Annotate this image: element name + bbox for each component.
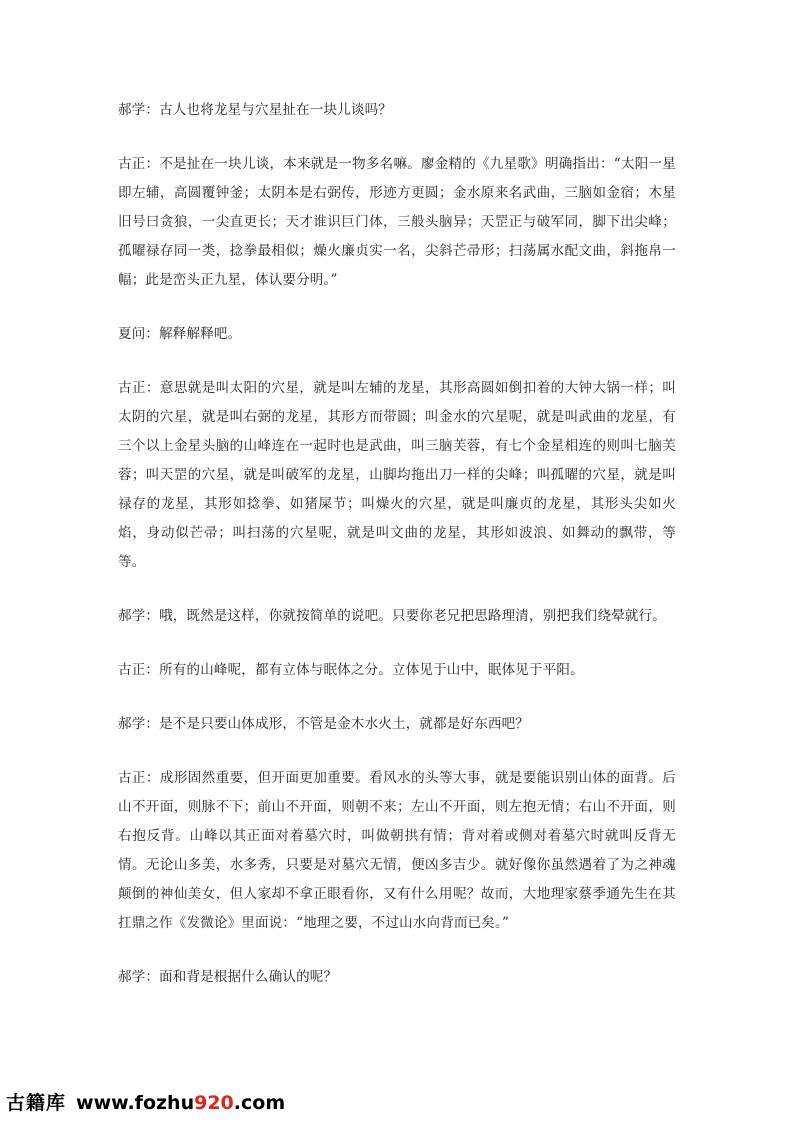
site-url-highlight: 920 — [194, 1092, 234, 1114]
paragraph-7: 郝学：是不是只要山体成形，不管是金木水火土，就都是好东西吧？ — [118, 716, 529, 732]
site-watermark — [6, 1088, 285, 1116]
paragraph-8: 古正：成形固然重要，但开面更加重要。看风水的头等大事，就是要能识别山体的面背。后山不开面，则脉不下；前山不开面，则朝不来；左山不开面，则左抱无情；右山不开面，则右抱反背。山峰以其正面对着墓穴时，叫做朝拱有情；背对着或侧对着墓穴时就叫反背无情。无论山多美，水多秀，只要是对墓穴无情，便凶多吉少。就好像你虽然遇着了为之神魂颠倒的神仙美女，但人家却不拿正眼看你，又有什么用呢？故而，大地理家蔡季通先生在其扛鼎之作《发微论》里面说：“地理之要，不过山水向背而已矣。” — [118, 770, 676, 931]
site-url[interactable] — [76, 1092, 285, 1114]
paragraph-2: 古正：不是扯在一块儿谈，本来就是一物多名嘛。廖金精的《九星歌》明确指出：“太阳一星即左辅，高圆覆钟釜；太阴本是右弼传，形迹方更圆；金水原来名武曲，三脑如金宿；木星旧号曰贪狼，一尖直更长；天才谁识巨门体，三般头脑异；天罡正与破军同，脚下出尖峰；孤曜禄存同一类，捻拳最相似；燥火廉贞实一名，尖斜芒帚形；扫荡属水配文曲，斜拖帛一幅；此是峦头正九星，体认要分明。” — [118, 156, 676, 288]
site-url-prefix: www.fozhu — [76, 1092, 195, 1114]
paragraph-6: 古正：所有的山峰呢，都有立体与眠体之分。立体见于山中，眠体见于平阳。 — [118, 662, 584, 678]
paragraph-5: 郝学：哦，既然是这样，你就按简单的说吧。只要你老兄把思路理清，别把我们绕晕就行。 — [118, 608, 666, 624]
paragraph-3: 夏问：解释解释吧。 — [118, 326, 242, 342]
document-body — [118, 96, 676, 1017]
site-url-suffix: .com — [233, 1092, 286, 1114]
paragraph-4: 古正：意思就是叫太阳的穴星，就是叫左辅的龙星，其形高圆如倒扣着的大钟大锅一样；叫太阴的穴星，就是叫右弼的龙星，其形方而带圆；叫金水的穴星呢，就是叫武曲的龙星，有三个以上金星头脑的山峰连在一起时也是武曲，叫三脑芙蓉，有七个金星相连的则叫七脑芙蓉；叫天罡的穴星，就是叫破军的龙星，山脚均拖出刀一样的尖峰；叫孤曜的穴星，就是叫禄存的龙星，其形如捻拳、如猪屎节；叫燥火的穴星，就是叫廉贞的龙星，其形头尖如火焰，身动似芒帚；叫扫荡的穴星呢，就是叫文曲的龙星，其形如波浪、如舞动的飘带，等等。 — [118, 380, 676, 570]
paragraph-1: 郝学：古人也将龙星与穴星扯在一块儿谈吗？ — [118, 102, 392, 118]
site-name: 古籍库 — [6, 1092, 67, 1114]
paragraph-9: 郝学：面和背是根据什么确认的呢？ — [118, 969, 338, 985]
